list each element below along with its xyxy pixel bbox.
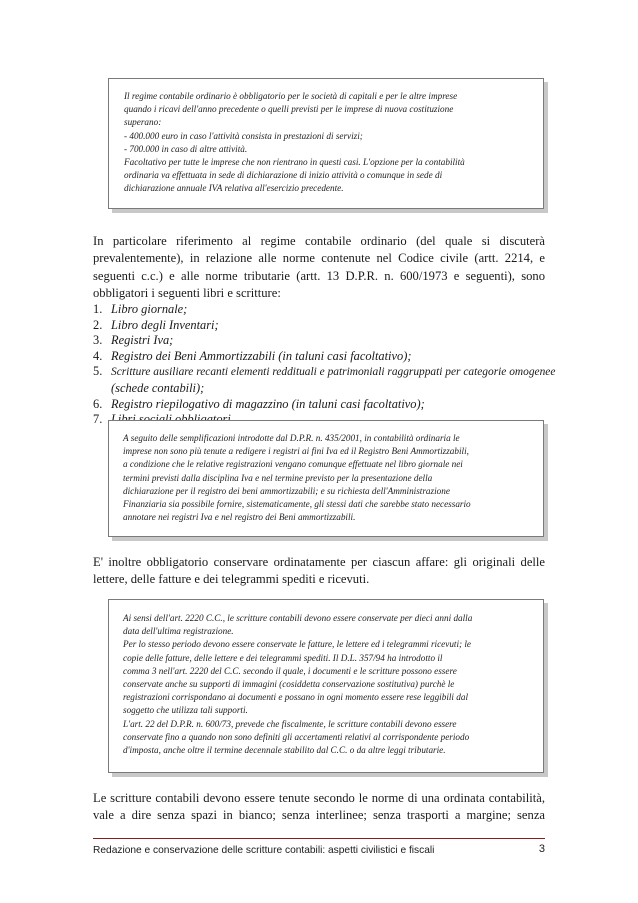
note-line: Il regime contabile ordinario è obbligatorio per le società di capitali e per le altre imprese bbox=[124, 91, 458, 101]
paragraph-line: vale a dire senza spazi in bianco; senza interlinee; senza trasporti a margine; senza bbox=[93, 808, 545, 823]
list-number: 6. bbox=[93, 396, 103, 411]
paragraph-line: prevalentemente), in relazione alle norme contenute nel Codice civile (artt. 2214, e bbox=[93, 251, 545, 266]
note-line: registrazioni corrispondano ai documenti e possano in ogni momento essere rese leggibili dal bbox=[123, 692, 469, 703]
note-line: annotare nei registri Iva e nel registro dei Beni ammortizzabili. bbox=[123, 512, 356, 523]
note-line: - 400.000 euro in caso l'attività consista in prestazioni di servizi; bbox=[124, 130, 363, 141]
note-line: A seguito delle semplificazioni introdotte dal D.P.R. n. 435/2001, in contabilità ordinaria le bbox=[123, 433, 460, 443]
note-line: a condizione che le relative registrazioni vengano comunque effettuate nel libro giornale nei bbox=[123, 459, 463, 470]
paragraph-line: seguenti c.c.) e alle norme tributarie (artt. 13 D.P.R. n. 600/1973 e seguenti), sono bbox=[93, 268, 545, 283]
list-item bbox=[93, 318, 545, 334]
list-item bbox=[93, 333, 545, 349]
list-text: Registri Iva; bbox=[111, 333, 174, 348]
note-line: soggetto che utilizza tali supporti. bbox=[123, 705, 248, 716]
note-line: conservate fino a quando non sono definiti gli accertamenti relativi al corrispondente periodo bbox=[123, 731, 470, 742]
note-line: Facoltativo per tutte le imprese che non rientrano in questi casi. L'opzione per la contabilità bbox=[124, 157, 465, 168]
list-number: 3. bbox=[93, 333, 103, 348]
list-text: Scritture ausiliare recanti elementi reddituali e patrimoniali raggruppati per categorie omogenee bbox=[111, 366, 556, 379]
note-line: L'art. 22 del D.P.R. n. 600/73, prevede che fiscalmente, le scritture contabili devono essere bbox=[123, 718, 457, 729]
note-line: quando i ricavi dell'anno precedente o quelli previsti per le imprese di nuova costituzione bbox=[124, 104, 454, 115]
paragraph-line: E' inoltre obbligatorio conservare ordinatamente per ciascun affare: gli originali delle bbox=[93, 555, 545, 569]
paragraph-line: obbligatori i seguenti libri e scritture: bbox=[93, 286, 281, 301]
note-line: Ai sensi dell'art. 2220 C.C., le scritture contabili devono essere conservate per dieci anni dalla bbox=[123, 613, 473, 623]
note-line: Per lo stesso periodo devono essere conservate le fatture, le lettere ed i telegrammi ricevuti; le bbox=[123, 639, 472, 650]
note-box-art-2220 bbox=[108, 599, 544, 773]
list-number: 4. bbox=[93, 348, 103, 363]
paragraph-regime-ordinario bbox=[93, 233, 545, 303]
note-line: Finanziaria sia possibile fornire, sistematicamente, gli stessi dati che sarebbe stato necessario bbox=[123, 499, 471, 510]
paragraph-line: Le scritture contabili devono essere tenute secondo le norme di una ordinata contabilità, bbox=[93, 791, 545, 805]
list-text-continued: (schede contabili); bbox=[111, 380, 205, 395]
note-line: copie delle fatture, delle lettere e dei telegrammi spediti. Il D.L. 357/94 ha introdotto il bbox=[123, 652, 443, 663]
list-item bbox=[93, 349, 545, 365]
paragraph-conservazione bbox=[93, 554, 545, 589]
list-item bbox=[93, 364, 556, 396]
note-box-regime-ordinario bbox=[108, 78, 544, 209]
note-line: dichiarazione per il registro dei beni ammortizzabili; e su richiesta dell'Amministrazione bbox=[123, 485, 450, 496]
note-line: termini previsti dalla disciplina Iva e nel termine previsto per la presentazione della bbox=[123, 472, 433, 483]
page-number: 3 bbox=[538, 843, 545, 855]
list-text: Libro degli Inventari; bbox=[111, 317, 219, 332]
list-text: Registro riepilogativo di magazzino (in taluni casi facoltativo); bbox=[111, 396, 425, 411]
footer-rule bbox=[93, 838, 545, 839]
note-box-semplificazioni bbox=[108, 420, 544, 537]
books-list bbox=[93, 302, 556, 428]
note-line: imprese non sono più tenute a redigere i registri ai fini Iva ed il Registro Beni Ammortizzabili, bbox=[123, 446, 469, 457]
note-line: d'imposta, anche oltre il termine decennale stabilito dal C.C. o da altre leggi tributarie. bbox=[123, 745, 446, 756]
list-text: Registro dei Beni Ammortizzabili (in taluni casi facoltativo); bbox=[111, 348, 412, 363]
list-text: Libro giornale; bbox=[111, 302, 188, 316]
footer-title: Redazione e conservazione delle scritture contabili: aspetti civilistici e fiscali bbox=[93, 845, 435, 856]
list-item bbox=[93, 302, 545, 318]
list-number: 1. bbox=[93, 302, 103, 316]
list-number: 2. bbox=[93, 317, 103, 332]
note-line: - 700.000 in caso di altre attività. bbox=[124, 143, 248, 154]
note-line: superano: bbox=[124, 117, 162, 128]
note-line: conservate anche su supporti di immagini (cosiddetta conservazione sostitutiva) purchè le bbox=[123, 679, 455, 690]
list-number: 7. bbox=[93, 412, 103, 427]
note-line: data dell'ultima registrazione. bbox=[123, 626, 234, 637]
paragraph-line: lettere, delle fatture e dei telegrammi spediti e ricevuti. bbox=[93, 572, 370, 587]
list-item bbox=[93, 397, 545, 413]
note-line: comma 3 nell'art. 2220 del C.C. secondo il quale, i documenti e le scritture possono essere bbox=[123, 665, 457, 676]
note-line: ordinaria va effettuata in sede di dichiarazione di inizio attività o comunque in sede di bbox=[124, 170, 443, 181]
paragraph-norme-contabilita bbox=[93, 790, 545, 825]
note-line: dichiarazione annuale IVA relativa all'esercizio precedente. bbox=[124, 183, 344, 194]
list-number: 5. bbox=[93, 364, 103, 379]
paragraph-line: In particolare riferimento al regime contabile ordinario (del quale si discuterà bbox=[93, 234, 545, 248]
